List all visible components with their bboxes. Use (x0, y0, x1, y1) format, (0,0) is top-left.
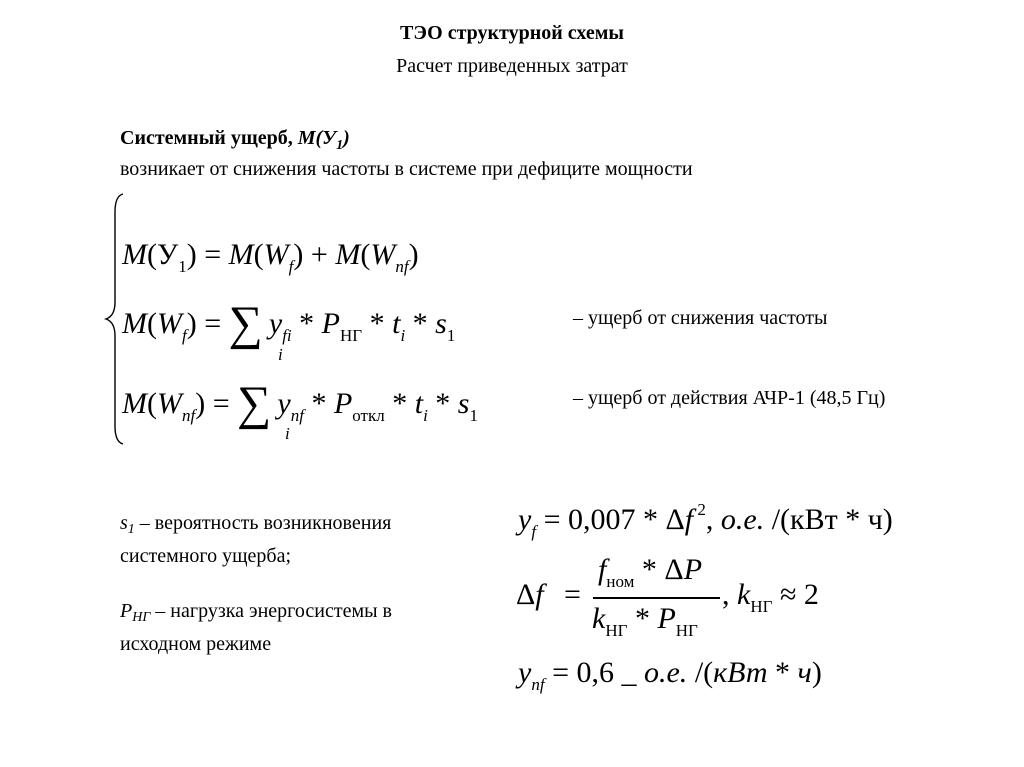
heading-symbol-main: М(У (297, 127, 337, 149)
slide-subtitle: Расчет приведенных затрат (396, 55, 628, 77)
eq3-equals: ) = (195, 387, 238, 420)
eq3-s-sub: 1 (469, 406, 478, 425)
eq2-m: M (122, 307, 147, 340)
df-den-p-sub: НГ (675, 621, 698, 640)
df-den-p: P (657, 602, 676, 635)
df-den-star: * (627, 602, 658, 635)
eq1-paren-close: ) (408, 238, 419, 271)
eq1-w2: W (370, 238, 396, 271)
yf-f: f (684, 503, 694, 536)
eq3-sum-icon: ∑ (237, 377, 272, 430)
ypf-unit-kvt: кВт (713, 656, 768, 689)
yf-exp: 2 (693, 500, 706, 519)
def-p-sub: НГ (132, 610, 151, 625)
eq3-s: s (457, 387, 470, 420)
ypf-y-sub: пf (531, 675, 545, 694)
eq3-star1: * (303, 387, 334, 420)
eq2-star1: * (291, 307, 322, 340)
yf-eq: = 0,007 * Δ (536, 503, 685, 536)
df-den-k: k (592, 602, 606, 635)
def-s1-line1: – вероятность возникновения (134, 512, 392, 534)
eq3-w-sub: nf (182, 406, 196, 425)
df-num-rest: * Δ (634, 553, 684, 586)
df-den-k-sub: НГ (605, 621, 628, 640)
df-tail-k: k (737, 578, 751, 611)
df-fraction-line (593, 597, 720, 599)
ypf-unit-star: * (767, 656, 798, 689)
eq3-y-sub: пf (290, 406, 304, 425)
eq3-paren-open: ( (147, 387, 157, 420)
definition-png (120, 598, 392, 658)
ypf-unit-ch: ч (797, 656, 812, 689)
eq3-p: P (333, 387, 353, 420)
eq2-y: y (268, 307, 283, 340)
definition-s1 (120, 510, 391, 570)
eq2-equals: ) = (186, 307, 229, 340)
yf-comma: , (705, 503, 721, 536)
def-s1-symbol: s (120, 512, 128, 534)
eq2-star3: * (405, 307, 436, 340)
ypf-y: y (518, 656, 532, 689)
equation-total-damage (122, 238, 419, 277)
eq2-p: P (321, 307, 340, 340)
eq1-u: У (157, 238, 179, 271)
def-p-line1: – нагрузка энергосистемы в (150, 600, 392, 622)
eq2-sum-icon: ∑ (228, 297, 263, 350)
df-f: f (535, 578, 544, 611)
eq1-paren3: ( (360, 238, 371, 271)
section-heading-symbol (297, 127, 350, 153)
formula-df-lhs (516, 578, 544, 612)
slide-title: ТЭО структурной схемы (400, 22, 624, 44)
equation-ufr-damage (122, 377, 478, 430)
eq1-m3: M (335, 238, 361, 271)
eq2-y-sub: fi (282, 326, 292, 345)
formula-df-tail (722, 578, 819, 617)
ypf-unit-it: о.е. (643, 656, 688, 689)
heading-symbol-end: ) (343, 127, 350, 149)
eq2-star2: * (362, 307, 393, 340)
eq2-p-sub: НГ (339, 326, 363, 345)
eq2-t: t (392, 307, 401, 340)
eq1-w2-sub: nf (395, 257, 409, 276)
def-s1-sub: 1 (127, 522, 135, 537)
eq2-s-sub: 1 (446, 326, 456, 345)
eq1-w1: W (263, 238, 289, 271)
eq3-y: y (277, 387, 291, 420)
eq1-m1: M (122, 238, 147, 271)
eq2-t-sub: i (400, 326, 406, 345)
section-heading-text: Системный ущерб, (120, 127, 298, 149)
eq1-paren2: ( (253, 238, 264, 271)
yf-unit-it: о.е. (720, 503, 765, 536)
def-s1-line2: системного ущерба; (120, 545, 292, 567)
formula-df-numerator (598, 553, 702, 592)
eq3-p-sub: откл (352, 406, 385, 425)
heading-symbol-sub: 1 (336, 138, 344, 153)
eq1-equals: ) = (186, 238, 229, 271)
ypf-unit-end: ) (811, 656, 822, 689)
yf-y-sub: f (531, 522, 537, 541)
equation-frequency-damage (122, 297, 456, 350)
df-tail-comma: , (722, 578, 737, 611)
formula-ypf (518, 656, 822, 695)
ypf-eq: = 0,6 _ (544, 656, 644, 689)
section-heading (120, 127, 350, 154)
eq3-w: W (157, 387, 182, 420)
eq1-paren-open: ( (147, 238, 157, 271)
eq3-t: t (414, 387, 424, 420)
def-p-line2: исходном режиме (120, 633, 272, 655)
eq3-star2: * (384, 387, 415, 420)
eq1-m2: M (228, 238, 254, 271)
ypf-unit-mid: /( (687, 656, 714, 689)
def-p-symbol: P (120, 600, 133, 622)
eq3-star3: * (427, 387, 458, 420)
yf-unit: /(кВт * ч) (764, 503, 893, 536)
section-description: возникает от снижения частоты в системе при дефиците мощности (120, 158, 693, 180)
df-num-f: f (598, 553, 607, 586)
eq1-w1-sub: f (288, 257, 294, 276)
eq3-t-sub: i (423, 406, 428, 425)
eq3-m: M (122, 387, 147, 420)
eq2-s: s (435, 307, 447, 340)
eq1-u-sub: 1 (178, 257, 187, 276)
df-tail-rest: ≈ 2 (772, 578, 819, 611)
eq2-w-sub: f (182, 326, 187, 345)
df-tail-k-sub: НГ (750, 597, 773, 616)
eq2-note: – ущерб от снижения частоты (573, 307, 828, 329)
df-num-sub: ном (606, 572, 635, 591)
df-delta: Δ (516, 578, 536, 611)
formula-yf (518, 500, 893, 542)
formula-df-equals: = (564, 578, 581, 611)
eq2-w: W (157, 307, 182, 340)
eq2-paren-open: ( (147, 307, 157, 340)
formula-df-denominator (592, 602, 698, 641)
eq2-sum-index: i (278, 345, 283, 364)
eq3-note: – ущерб от действия АЧР-1 (48,5 Гц) (573, 387, 886, 409)
eq3-sum-index: i (285, 424, 290, 443)
eq1-plus: ) + (293, 238, 336, 271)
df-num-p: P (683, 553, 703, 586)
yf-y: y (518, 503, 532, 536)
